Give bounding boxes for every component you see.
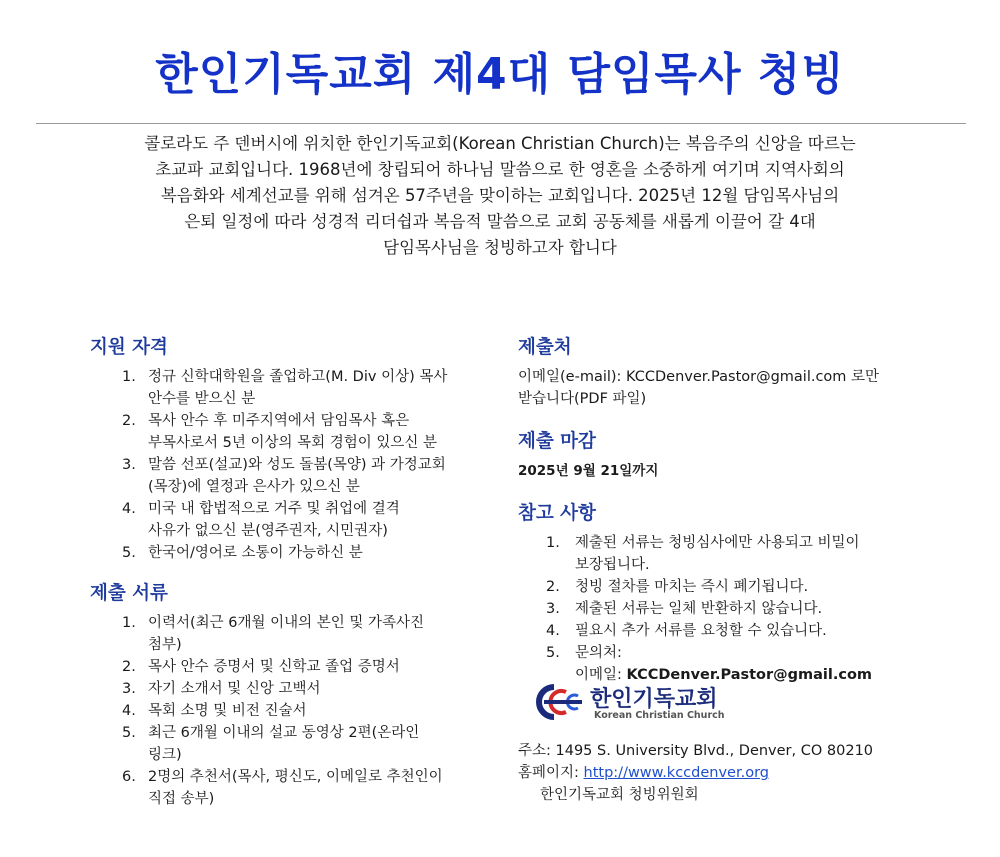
item-line: 정규 신학대학원을 졸업하고(M. Div 이상) 목사: [148, 369, 448, 385]
item-line: (목장)에 열정과 은사가 있으신 분: [148, 479, 360, 495]
left-column: [90, 336, 510, 828]
item-line: 자기 소개서 및 신앙 고백서: [148, 681, 321, 697]
item-line: 이력서(최근 6개월 이내의 본인 및 가족사진: [148, 615, 425, 631]
item-line: 말씀 선포(설교)와 성도 돌봄(목양) 과 가정교회: [148, 457, 446, 473]
documents-heading: 제출 서류: [90, 583, 168, 604]
item-number: 4.: [122, 501, 136, 517]
documents-list: [90, 612, 510, 810]
item-line: 청빙 절차를 마치는 즉시 폐기됩니다.: [575, 579, 809, 595]
item-line: 미국 내 합법적으로 거주 및 취업에 결격: [148, 501, 400, 517]
intro-line: 복음화와 세계선교를 위해 섬겨온 57주년을 맞이하는 교회입니다. 2025년 12월 담임목사님의: [160, 186, 840, 205]
notes-heading: 참고 사항: [518, 503, 596, 524]
item-number: 6.: [122, 769, 136, 785]
homepage-label: 홈페이지:: [518, 765, 584, 781]
item-line: 사유가 없으신 분(영주권자, 시민권자): [148, 523, 388, 539]
list-item: [518, 598, 938, 620]
item-line: 필요시 추가 서류를 요청할 수 있습니다.: [575, 623, 827, 639]
footer: [518, 740, 958, 806]
list-item: [90, 498, 510, 542]
item-line: 부목사로서 5년 이상의 목회 경험이 있으신 분: [148, 435, 438, 451]
list-item: [90, 366, 510, 410]
item-line: 링크): [148, 747, 182, 763]
item-line: 목사 안수 후 미주지역에서 담임목사 혹은: [148, 413, 410, 429]
item-number: 2.: [122, 659, 136, 675]
item-number: 3.: [122, 457, 136, 473]
title-divider: [36, 123, 966, 124]
list-item: [518, 642, 938, 686]
list-item: [518, 532, 938, 576]
submit-to-line: 받습니다(PDF 파일): [518, 391, 647, 407]
item-line: 직접 송부): [148, 791, 215, 807]
item-line: 첨부): [148, 637, 182, 653]
item-line: 보장됩니다.: [575, 557, 650, 573]
church-logo-icon: [524, 684, 584, 720]
church-logo: [524, 682, 724, 726]
item-number: 2.: [122, 413, 136, 429]
item-number: 1.: [122, 369, 136, 385]
address: 주소: 1495 S. University Blvd., Denver, CO 80210: [518, 743, 874, 759]
item-line: 최근 6개월 이내의 설교 동영상 2편(온라인: [148, 725, 420, 741]
item-line: 2명의 추천서(목사, 평신도, 이메일로 추천인이: [148, 769, 443, 785]
intro-paragraph: [40, 131, 960, 261]
item-number: 4.: [122, 703, 136, 719]
intro-line: 초교파 교회입니다. 1968년에 창립되어 하나님 말씀으로 한 영혼을 소중하게 여기며 지역사회의: [155, 160, 845, 179]
item-line: 제출된 서류는 일체 반환하지 않습니다.: [575, 601, 823, 617]
list-item: [90, 722, 510, 766]
item-number: 5.: [122, 545, 136, 561]
homepage-link[interactable]: http://www.kccdenver.org: [583, 765, 769, 781]
item-line: 목사 안수 증명서 및 신학교 졸업 증명서: [148, 659, 400, 675]
logo-bar: [544, 700, 582, 704]
item-line: 안수를 받으신 분: [148, 391, 256, 407]
list-item: [90, 542, 510, 564]
list-item: [90, 700, 510, 722]
committee-name: 한인기독교회 청빙위원회: [540, 787, 699, 803]
submit-to-heading: 제출처: [518, 337, 572, 358]
item-number: 3.: [546, 601, 560, 617]
submit-to-line: 이메일(e-mail): KCCDenver.Pastor@gmail.com 로만: [518, 369, 880, 385]
qualifications-heading: 지원 자격: [90, 337, 168, 358]
item-number: 2.: [546, 579, 560, 595]
item-line: 목회 소명 및 비전 진술서: [148, 703, 307, 719]
item-number: 5.: [122, 725, 136, 741]
contact-label: 이메일:: [575, 667, 627, 683]
list-item: [518, 576, 938, 598]
item-number: 4.: [546, 623, 560, 639]
item-line: 한국어/영어로 소통이 가능하신 분: [148, 545, 363, 561]
list-item: [90, 678, 510, 700]
item-number: 5.: [546, 645, 560, 661]
notes-list: [518, 532, 938, 686]
logo-korean-name: 한인기독교회: [590, 687, 718, 712]
list-item: [90, 454, 510, 498]
page-title: 한인기독교회 제4대 담임목사 청빙: [155, 49, 845, 100]
qualifications-list: [90, 366, 510, 564]
item-line: 제출된 서류는 청빙심사에만 사용되고 비밀이: [575, 535, 860, 551]
list-item: [90, 410, 510, 454]
item-number: 1.: [122, 615, 136, 631]
list-item: [90, 766, 510, 810]
contact-email[interactable]: KCCDenver.Pastor@gmail.com: [626, 667, 873, 683]
deadline-heading: 제출 마감: [518, 431, 596, 452]
item-number: 3.: [122, 681, 136, 697]
intro-line: 콜로라도 주 덴버시에 위치한 한인기독교회(Korean Christian Church)는 복음주의 신앙을 따르는: [144, 134, 856, 153]
logo-english-name: Korean Christian Church: [594, 710, 725, 721]
list-item: [90, 612, 510, 656]
list-item: [518, 620, 938, 642]
intro-line: 담임목사님을 청빙하고자 합니다: [383, 238, 617, 257]
intro-line: 은퇴 일정에 따라 성경적 리더쉽과 복음적 말씀으로 교회 공동체를 새롭게 이끌어 갈 4대: [184, 212, 816, 231]
deadline-value: 2025년 9월 21일까지: [518, 463, 659, 479]
list-item: [90, 656, 510, 678]
homepage-line: [518, 762, 958, 784]
item-line: 문의처:: [575, 645, 622, 661]
item-number: 1.: [546, 535, 560, 551]
right-column: [518, 336, 938, 704]
